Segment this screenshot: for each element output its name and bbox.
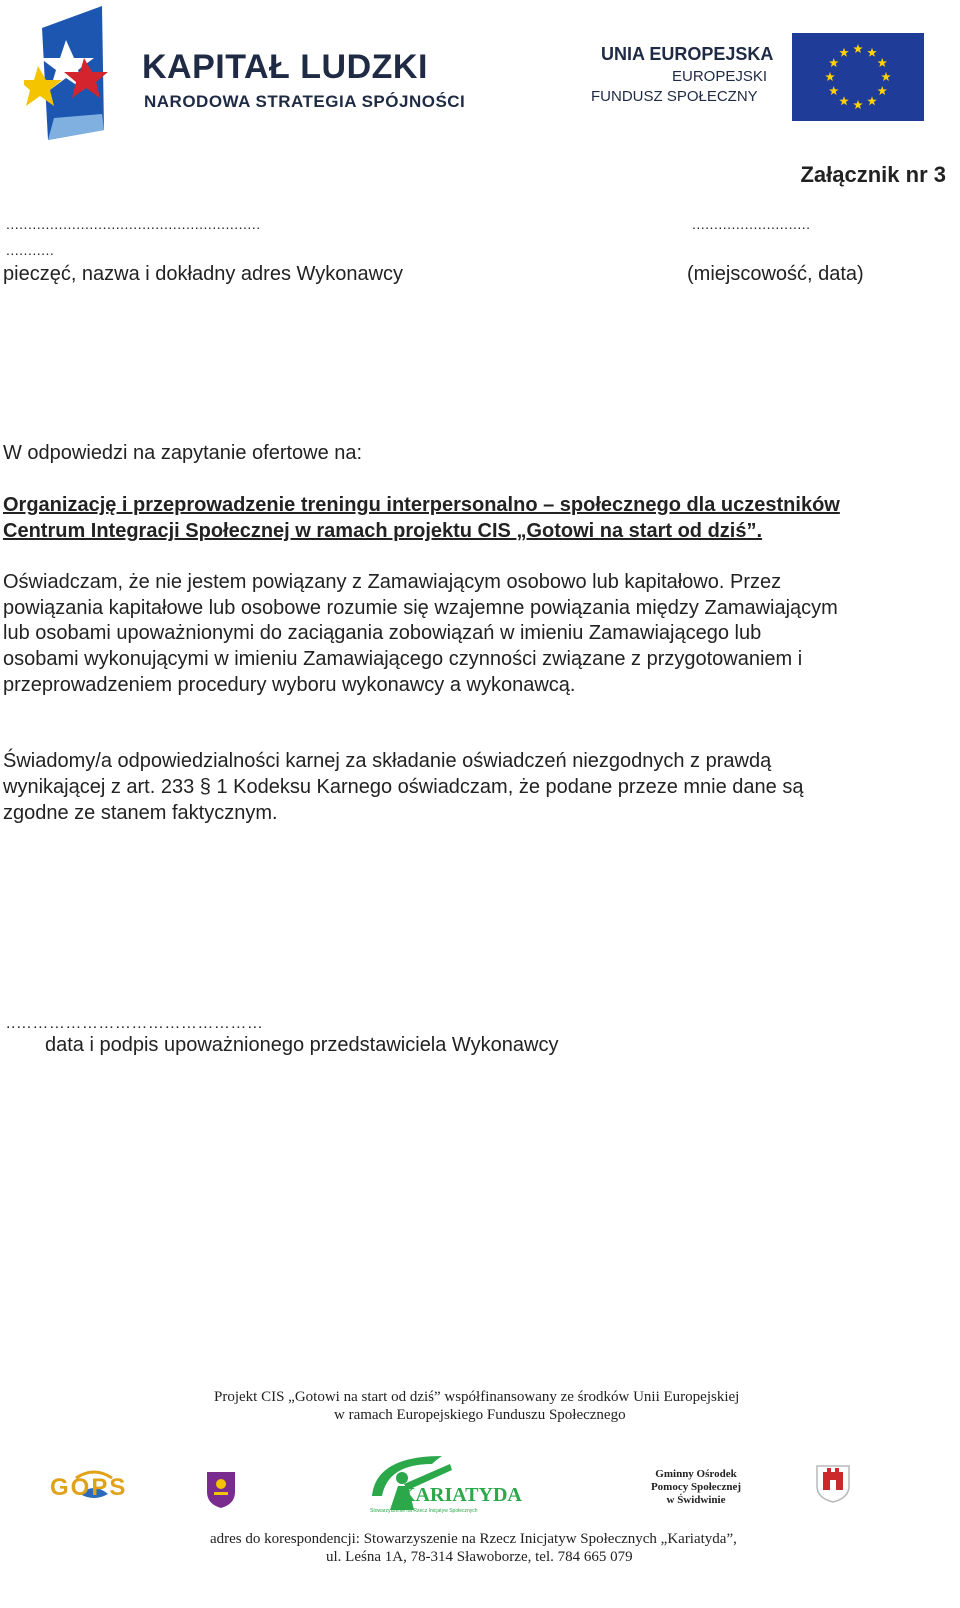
address-line-2: ul. Leśna 1A, 78-314 Sławoborze, tel. 784 665 079 <box>326 1549 633 1565</box>
eu-line-1: UNIA EUROPEJSKA <box>601 44 774 64</box>
subject-line-2: Centrum Integracji Społecznej w ramach projektu CIS „Gotowi na start od dziś”. <box>3 520 763 542</box>
declaration-line: przeprowadzeniem procedury wyboru wykonawcy a wykonawcą. <box>3 674 576 696</box>
eu-line-3: FUNDUSZ SPOŁECZNY <box>591 88 758 105</box>
signature-dots-line: ..……………………………………… <box>6 1015 264 1032</box>
subject-line-1: Organizację i przeprowadzenie treningu interpersonalno – społecznego dla uczestników <box>3 494 840 516</box>
contractor-stamp-label: pieczęć, nazwa i dokładny adres Wykonawcy <box>3 263 404 285</box>
gops-swidwin-line: w Świdwinie <box>666 1494 726 1506</box>
contractor-dots-line-2: ........... <box>6 242 55 258</box>
coat-of-arms-icon <box>205 1470 237 1510</box>
liability-line: zgodne ze stanem faktycznym. <box>3 802 278 824</box>
liability-line: wynikającej z art. 233 § 1 Kodeksu Karnego oświadczam, że podane przeze mnie dane są <box>3 776 804 798</box>
signature-label: data i podpis upoważnionego przedstawiciela Wykonawcy <box>45 1034 559 1056</box>
declaration-line: powiązania kapitałowe lub osobowe rozumie się wzajemne powiązania między Zamawiającym <box>3 597 838 619</box>
eu-line-2: EUROPEJSKI <box>672 68 768 85</box>
declaration-line: lub osobami upoważnionymi do zaciągania zobowiązań w imieniu Zamawiającego lub <box>3 622 762 644</box>
place-date-label: (miejscowość, data) <box>687 263 864 285</box>
gops-swidwin-line: Pomocy Społecznej <box>650 1481 742 1493</box>
declaration-line: Oświadczam, że nie jestem powiązany z Zamawiającym osobowo lub kapitałowo. Przez <box>3 571 782 593</box>
address-line-1: adres do korespondencji: Stowarzyszenie na Rzecz Inicjatyw Społecznych „Kariatyda”, <box>210 1531 737 1547</box>
gops-swidwin-text <box>640 1468 752 1507</box>
kariatyda-logo <box>366 1450 522 1516</box>
project-funding-line-2: w ramach Europejskiego Funduszu Społecznego <box>334 1407 626 1423</box>
project-funding-line-1: Projekt CIS „Gotowi na start od dziś” współfinansowany ze środków Unii Europejskiej <box>214 1389 740 1405</box>
swidwin-coat-of-arms-icon <box>815 1464 851 1504</box>
intro-text: W odpowiedzi na zapytanie ofertowe na: <box>3 442 363 464</box>
liability-line: Świadomy/a odpowiedzialności karnej za składanie oświadczeń niezgodnych z prawdą <box>3 750 772 772</box>
contractor-dots-line: .......................................................... <box>6 216 261 232</box>
eu-flag-icon <box>792 33 924 121</box>
kapital-ludzki-emblem-icon <box>24 6 136 142</box>
kariatyda-subtext: Stowarzyszenie na Rzecz Inicjatyw Społecznych <box>370 1508 478 1514</box>
declaration-line: osobami wykonującymi w imieniu Zamawiającego czynności związane z przygotowaniem i <box>3 648 803 670</box>
gops-text: GOPS <box>50 1474 128 1501</box>
gops-logo <box>50 1468 138 1508</box>
kariatyda-text: KARIATYDA <box>400 1484 522 1506</box>
attachment-label: Załącznik nr 3 <box>800 162 946 187</box>
place-date-dots-line: ........................... <box>692 216 811 232</box>
kapital-ludzki-subtitle: NARODOWA STRATEGIA SPÓJNOŚCI <box>144 92 466 111</box>
kapital-ludzki-title: KAPITAŁ LUDZKI <box>142 48 428 86</box>
gops-swidwin-line: Gminny Ośrodek <box>655 1468 737 1480</box>
